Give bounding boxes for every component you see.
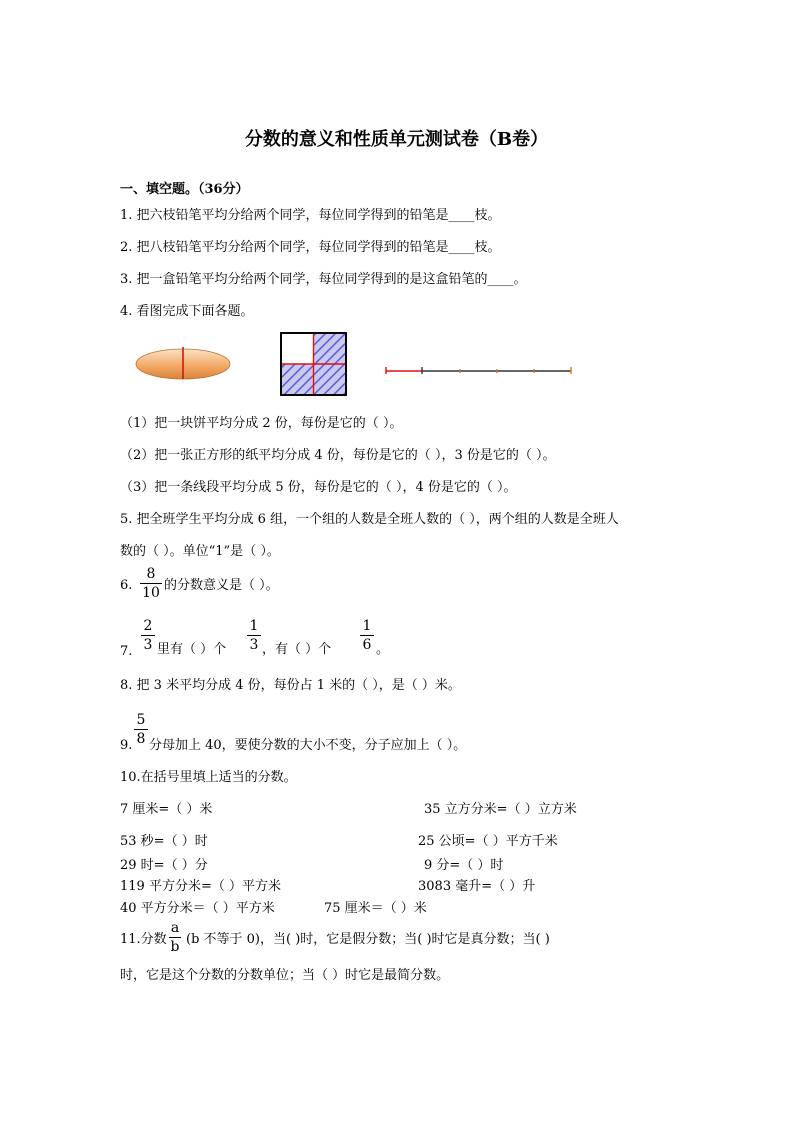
question-7-text-3: 。	[376, 642, 390, 657]
question-11-fraction	[169, 920, 181, 955]
question-10-a2: 35 立方分米=（ ）立方米	[424, 802, 577, 817]
question-10-e2: 75 厘米＝（ ）米	[324, 901, 427, 916]
question-8: 8. 把 3 米平均分成 4 份，每份占 1 米的（ ），是（ ）米。	[120, 678, 461, 693]
question-4-1: （1）把一块饼平均分成 2 份，每份是它的（ ）。	[120, 416, 403, 431]
denominator: 10	[142, 585, 160, 601]
question-10-c2: 9 分=（ ）时	[424, 858, 504, 873]
denominator: 6	[362, 637, 372, 653]
question-11-line2: 时，它是这个分数的分数单位；当（ ）时它是最简分数。	[120, 968, 450, 983]
question-7-fraction-1	[141, 618, 155, 653]
question-7-fraction-3	[360, 618, 374, 653]
question-7-text-1: 里有（ ）个	[157, 642, 227, 657]
question-7-fraction-2	[247, 618, 261, 653]
question-6-number: 6.	[120, 578, 133, 593]
question-10-c1: 29 时=（ ）分	[120, 858, 208, 873]
segment-figure	[386, 367, 571, 374]
question-10-e1: 40 平方分米＝（ ）平方米	[120, 901, 275, 916]
section-heading: 一、填空题。（36分）	[120, 182, 249, 197]
square-figure	[281, 333, 346, 395]
question-10-b1: 53 秒=（ ）时	[120, 834, 208, 849]
denominator: 3	[143, 637, 153, 653]
question-10-d2: 3083 毫升=（ ）升	[418, 879, 536, 894]
question-4-2: （2）把一张正方形的纸平均分成 4 份，每份是它的（ ），3 份是它的（ ）。	[120, 448, 556, 463]
question-10-a1: 7 厘米=（ ）米	[120, 802, 213, 817]
question-6-fraction	[140, 566, 162, 601]
question-3: 3. 把一盒铅笔平均分给两个同学，每位同学得到的是这盒铅笔的____。	[120, 272, 527, 287]
numerator: 1	[249, 618, 259, 634]
question-9-number: 9.	[120, 738, 133, 753]
numerator: 5	[136, 712, 146, 728]
question-1: 1. 把六枝铅笔平均分给两个同学，每位同学得到的铅笔是____枝。	[120, 208, 501, 223]
question-9-fraction	[134, 712, 148, 747]
denominator: 8	[136, 731, 146, 747]
question-4-figures	[130, 330, 590, 400]
numerator: 2	[143, 618, 153, 634]
question-4: 4. 看图完成下面各题。	[120, 304, 254, 319]
question-10: 10.在括号里填上适当的分数。	[120, 770, 297, 785]
question-2: 2. 把八枝铅笔平均分给两个同学，每位同学得到的铅笔是____枝。	[120, 240, 501, 255]
question-7-number: 7.	[120, 644, 133, 659]
numerator: 8	[146, 566, 156, 582]
question-6-text: 的分数意义是（ ）。	[164, 578, 279, 593]
numerator: a	[170, 920, 180, 936]
question-5-line1: 5. 把全班学生平均分成 6 组，一个组的人数是全班人数的（ ），两个组的人数是全班人	[120, 512, 619, 527]
question-7-text-2: ，有（ ）个	[262, 642, 332, 657]
question-11-text: (b 不等于 0)，当( )时，它是假分数；当( )时它是真分数；当( )	[186, 932, 550, 947]
question-10-d1: 119 平方分米=（ ）平方米	[120, 879, 281, 894]
question-10-b2: 25 公顷=（ ）平方千米	[418, 834, 558, 849]
denominator: b	[170, 939, 180, 955]
numerator: 1	[362, 618, 372, 634]
question-9-text: 分母加上 40，要使分数的大小不变，分子应加上（ ）。	[149, 738, 467, 753]
question-4-3: （3）把一条线段平均分成 5 份，每份是它的（ ），4 份是它的（ ）。	[120, 480, 517, 495]
question-11-prefix: 11.分数	[120, 932, 167, 947]
cake-figure	[136, 347, 230, 379]
page-title: 分数的意义和性质单元测试卷（B卷）	[244, 129, 549, 150]
denominator: 3	[249, 637, 259, 653]
question-5-line2: 数的（ ）。单位“1”是（ ）。	[120, 544, 280, 559]
